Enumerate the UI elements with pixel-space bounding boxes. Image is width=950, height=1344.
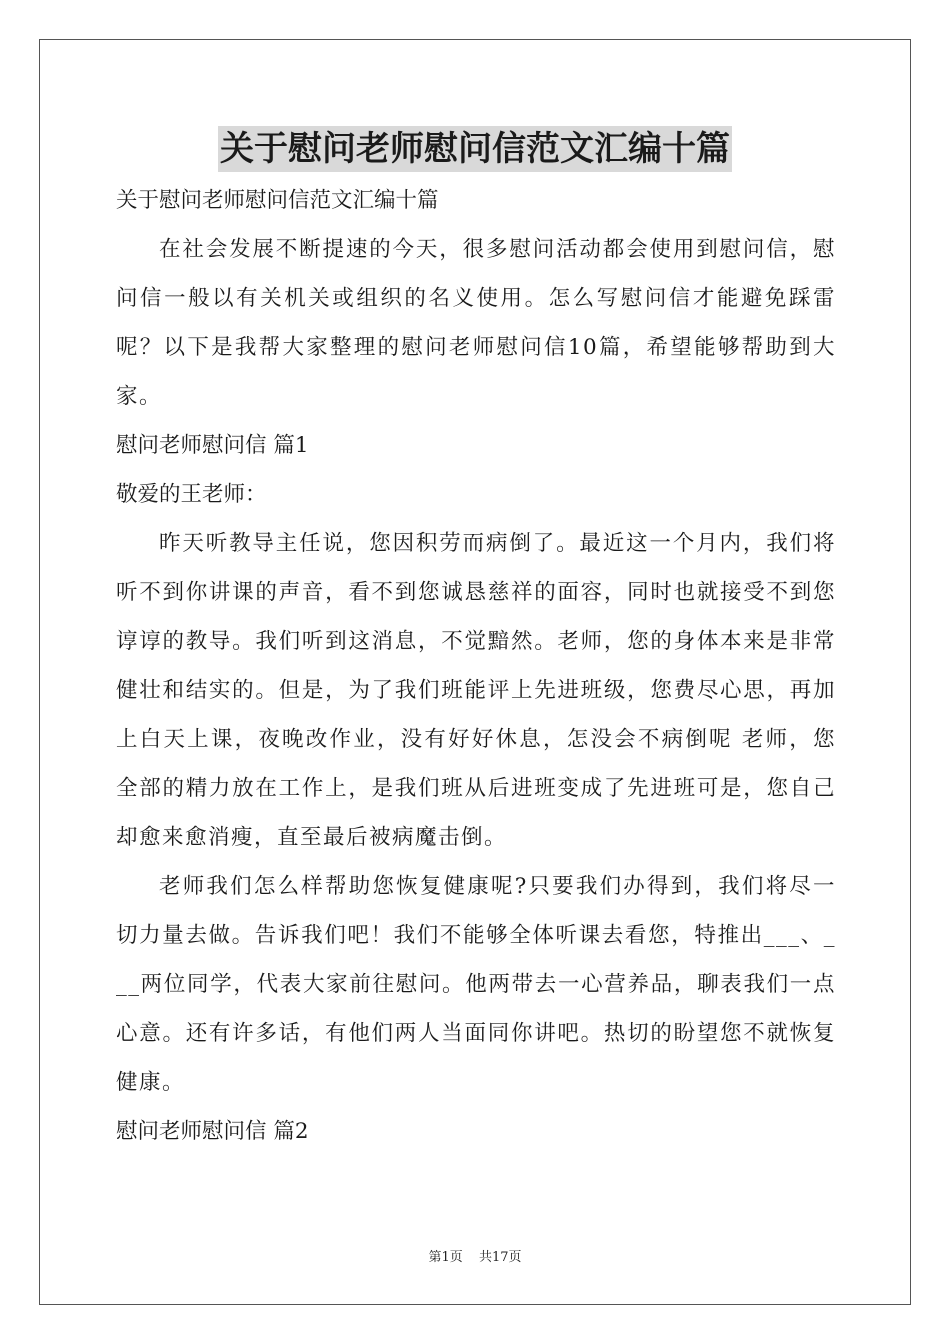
section-heading-1: 慰问老师慰问信 篇1	[116, 433, 309, 458]
page-total: 共17页	[478, 1250, 522, 1265]
title-container	[0, 126, 950, 172]
body-paragraph-2: 老师我们怎么样帮助您恢复健康呢?只要我们办得到，我们将尽一切力量去做。告诉我们吧！我们不能够全体听课去看您，特推出___、___两位同学，代表大家前往慰问。他两带去一心营养品，聊表我们一点心意。还有许多话，有他们两人当面同你讲吧。热切的盼望您不就恢复健康。	[116, 874, 836, 1095]
salutation: 敬爱的王老师：	[116, 482, 267, 507]
section-heading-2: 慰问老师慰问信 篇2	[116, 1119, 309, 1144]
page-footer	[0, 1246, 950, 1265]
body-paragraph-1: 昨天听教导主任说，您因积劳而病倒了。最近这一个月内，我们将听不到你讲课的声音，看不到您诚恳慈祥的面容，同时也就接受不到您谆谆的教导。我们听到这消息，不觉黯然。老师，您的身体本来是非常健壮和结实的。但是，为了我们班能评上先进班级，您费尽心思，再加上白天上课，夜晚改作业，没有好好休息，怎没会不病倒呢 老师，您全部的精力放在工作上，是我们班从后进班变成了先进班可是，您自己却愈来愈消瘦，直至最后被病魔击倒。	[116, 531, 836, 850]
document-subtitle: 关于慰问老师慰问信范文汇编十篇	[116, 188, 439, 213]
document-body	[116, 176, 836, 1156]
page-number: 第1页	[428, 1250, 463, 1265]
intro-paragraph: 在社会发展不断提速的今天，很多慰问活动都会使用到慰问信，慰问信一般以有关机关或组织的名义使用。怎么写慰问信才能避免踩雷呢？以下是我帮大家整理的慰问老师慰问信10篇，希望能够帮助到大家。	[116, 237, 836, 409]
document-title: 关于慰问老师慰问信范文汇编十篇	[218, 126, 732, 172]
